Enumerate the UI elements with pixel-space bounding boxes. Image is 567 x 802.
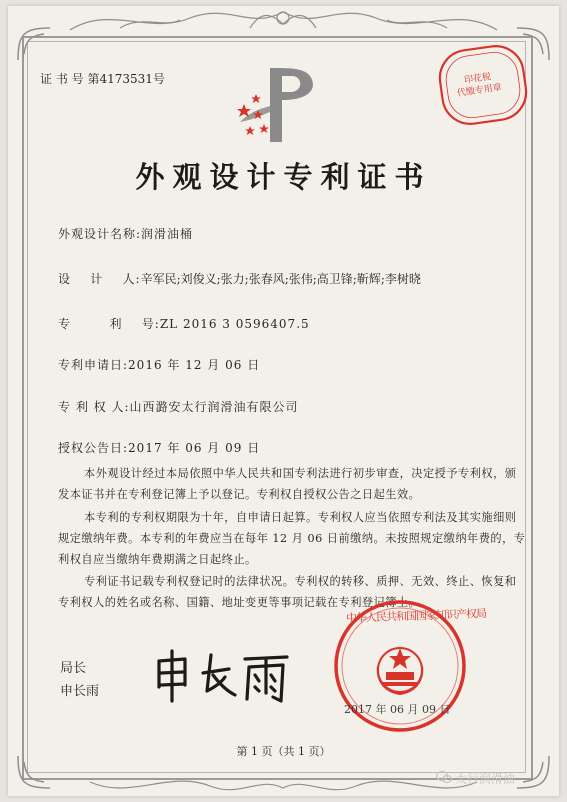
tax-stamp-text: 印花税 代缴专用章 (456, 72, 503, 100)
field-design-name: 外观设计名称:润滑油桶 (58, 227, 194, 241)
body-line-6: 专利证书记载专利权登记时的法律状况。专利权的转移、质押、无效、终止、恢复和 (84, 575, 517, 588)
certificate-title: 外观设计专利证书 (135, 160, 432, 194)
corner-ornament-top-left (14, 24, 54, 64)
field-patentee: 专 利 权 人:山西潞安太行润滑油有限公司 (58, 400, 299, 414)
seal-date: 2017 年 06 月 09 日 (344, 703, 451, 716)
field-patent-number: 专 利 号:ZL 2016 3 0596407.5 (58, 317, 310, 331)
body-line-7: 专利权人的姓名或名称、国籍、地址变更等事项记载在专利登记簿上。 (58, 596, 421, 609)
signatory-role: 局长 (60, 661, 87, 676)
page-footer: 第 1 页（共 1 页） (236, 745, 331, 758)
field-grant-date: 授权公告日:2017 年 06 月 09 日 (58, 441, 261, 455)
wechat-icon (436, 770, 452, 784)
field-application-date: 专利申请日:2016 年 12 月 06 日 (58, 358, 261, 372)
signatory-name: 申长雨 (60, 684, 100, 699)
watermark-text: 太行润滑油 (455, 772, 516, 786)
seal-ring-text: 中华人民共和国国家知识产权局 (345, 607, 487, 625)
cnipa-logo-icon (232, 62, 322, 148)
certificate-number: 证 书 号 第4173531号 (40, 72, 165, 86)
handwritten-signature (145, 647, 295, 705)
body-line-5: 利权自应当缴纳年费期满之日起终止。 (58, 553, 257, 566)
field-designers: 设 计 人:辛军民;刘俊义;张力;张春风;张伟;高卫锋;靳辉;李树晓 (58, 272, 421, 286)
body-line-3: 本专利的专利权期限为十年，自申请日起算。专利权人应当依照专利法及其实施细则 (84, 511, 517, 524)
body-line-1: 本外观设计经过本局依照中华人民共和国专利法进行初步审查，决定授予专利权，颁 (84, 467, 517, 480)
body-line-4: 规定缴纳年费。本专利的年费应当在每年 12 月 06 日前缴纳。未按照规定缴纳年费的，专 (58, 532, 526, 545)
body-line-2: 发本证书并在专利登记簿上予以登记。专利权自授权公告之日起生效。 (58, 488, 421, 501)
